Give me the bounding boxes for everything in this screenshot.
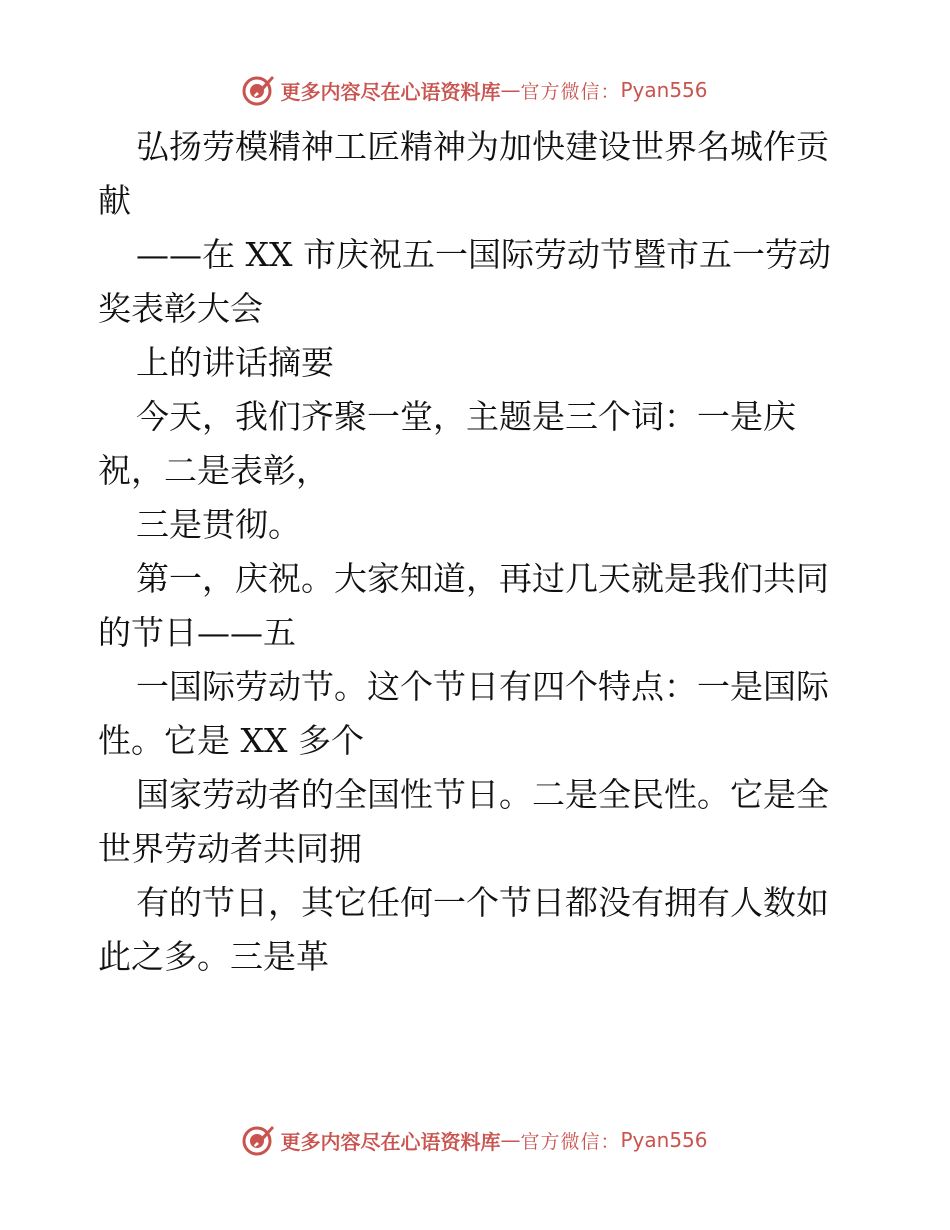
text-line: 奖表彰大会 — [98, 289, 263, 328]
watermark-footer — [0, 1122, 950, 1158]
watermark-dash: — — [500, 1128, 521, 1152]
watermark-library-text: 更多内容尽在心语资料库 — [280, 79, 501, 104]
text-line: 性。它是 XX 多个 — [98, 721, 364, 760]
text-line: 一国际劳动节。这个节日有四个特点：一是国际 — [136, 667, 829, 706]
text-line: 有的节日，其它任何一个节日都没有拥有人数如 — [136, 883, 829, 922]
text-line: 的节日——五 — [98, 613, 296, 652]
text-line: 世界劳动者共同拥 — [98, 829, 362, 868]
text-line: ——在 XX 市庆祝五一国际劳动节暨市五一劳动 — [136, 235, 831, 274]
watermark-library-text: 更多内容尽在心语资料库 — [280, 1129, 501, 1154]
text-line: 此之多。三是革 — [98, 937, 329, 976]
text-line: 献 — [98, 181, 131, 220]
text-line: 第一，庆祝。大家知道，再过几天就是我们共同 — [136, 559, 829, 598]
quill-logo-icon — [242, 1123, 276, 1157]
watermark-dash: — — [500, 78, 521, 102]
text-line: 上的讲话摘要 — [136, 343, 334, 382]
watermark-wechat-label: 官方微信： — [520, 80, 621, 103]
document-body — [98, 120, 858, 984]
text-line: 三是贯彻。 — [136, 505, 301, 544]
watermark-header — [0, 72, 950, 108]
text-line: 弘扬劳模精神工匠精神为加快建设世界名城作贡 — [136, 127, 829, 166]
text-line: 祝，二是表彰， — [98, 451, 329, 490]
watermark-wechat-id: Pyan556 — [620, 1128, 708, 1152]
text-line: 今天，我们齐聚一堂，主题是三个词：一是庆 — [136, 397, 796, 436]
quill-logo-icon — [242, 73, 276, 107]
watermark-wechat-id: Pyan556 — [620, 78, 708, 102]
watermark-wechat-label: 官方微信： — [520, 1130, 621, 1153]
text-line: 国家劳动者的全国性节日。二是全民性。它是全 — [136, 775, 829, 814]
